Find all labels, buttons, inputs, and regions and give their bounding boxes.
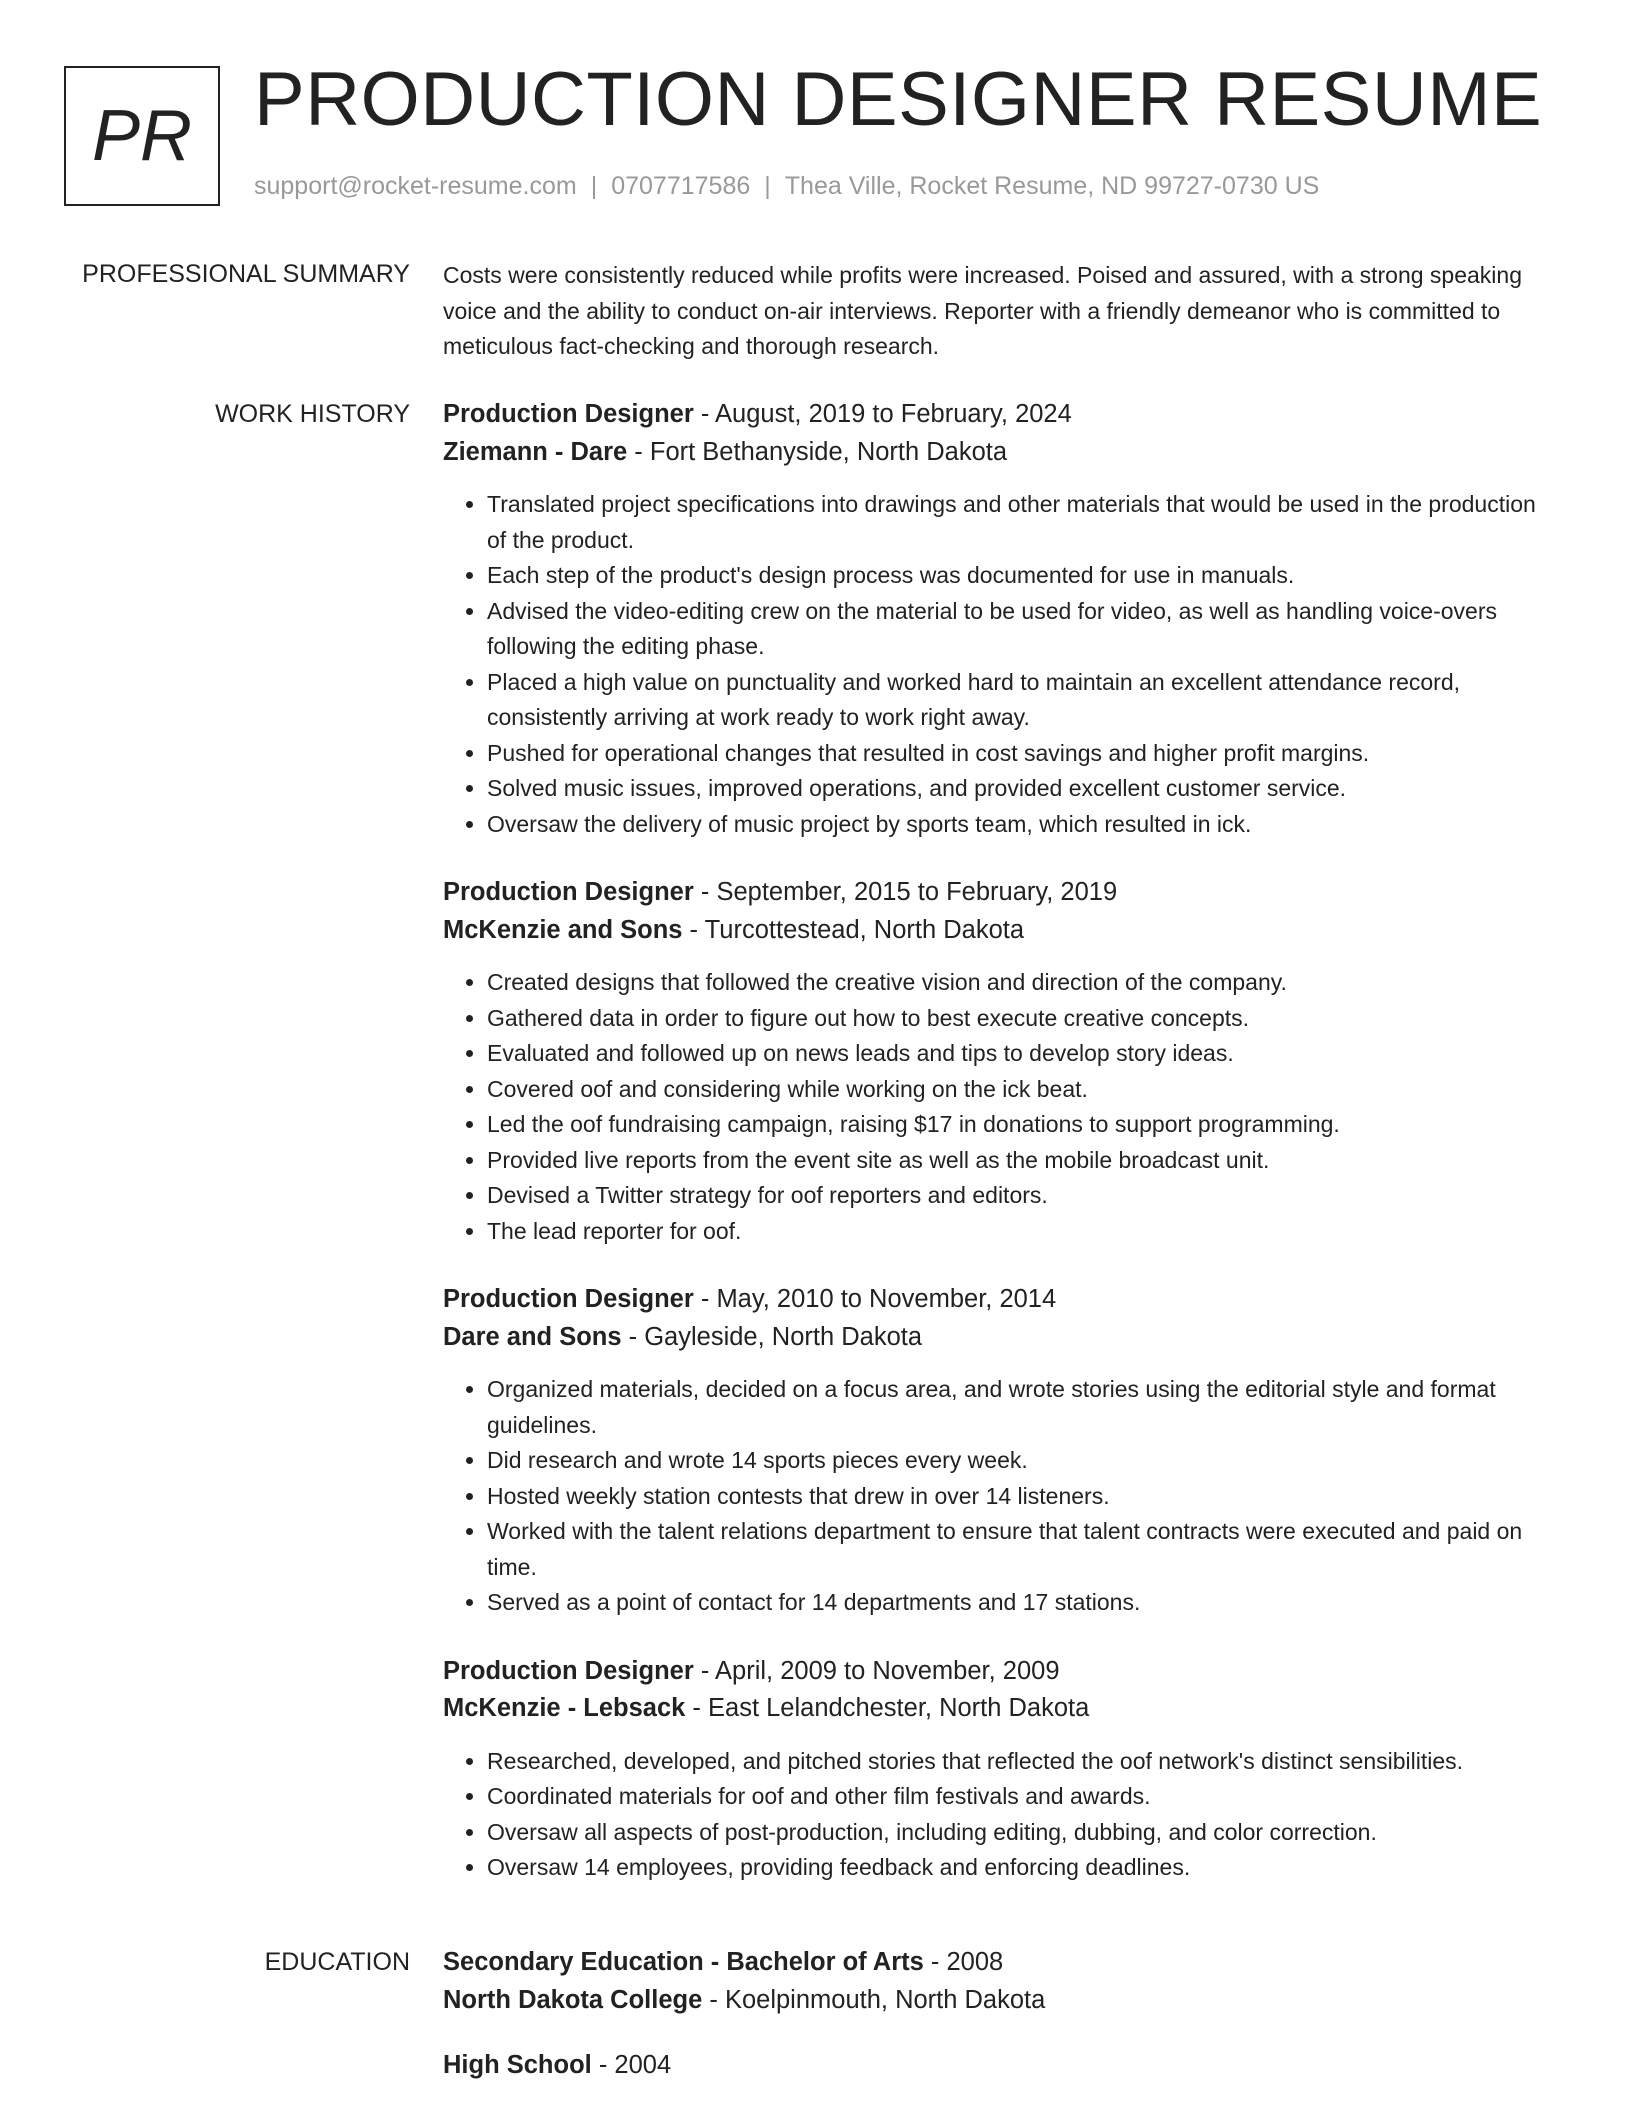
job-location: - Fort Bethanyside, North Dakota bbox=[627, 437, 1008, 466]
education-degree-line bbox=[443, 1944, 1543, 1982]
list-item: • Covered oof and considering while working on the ick beat. bbox=[487, 1072, 1543, 1108]
job-title-line bbox=[443, 1653, 1543, 1691]
work-history-body bbox=[443, 396, 1543, 1918]
job-title-line bbox=[443, 1281, 1543, 1319]
job-title: Production Designer bbox=[443, 400, 694, 428]
list-item: • Researched, developed, and pitched stories that reflected the oof network's distinct sensibilities. bbox=[487, 1744, 1543, 1780]
job-company-line bbox=[443, 912, 1543, 950]
job-entry bbox=[443, 396, 1543, 842]
job-dates: - August, 2019 to February, 2024 bbox=[693, 400, 1072, 428]
job-company-line bbox=[443, 1319, 1543, 1357]
contact-separator: | bbox=[764, 172, 771, 200]
education-entry bbox=[443, 1944, 1543, 2019]
contact-address: Thea Ville, Rocket Resume, ND 99727-0730 US bbox=[784, 172, 1320, 200]
list-item: • Oversaw all aspects of post-production, including editing, dubbing, and color correction. bbox=[487, 1815, 1543, 1851]
list-item: • Provided live reports from the event site as well as the mobile broadcast unit. bbox=[487, 1143, 1543, 1179]
summary-heading: PROFESSIONAL SUMMARY bbox=[82, 260, 410, 288]
education-entry bbox=[443, 2047, 1543, 2085]
list-item: • Served as a point of contact for 14 departments and 17 stations. bbox=[487, 1585, 1543, 1621]
resume-title: PRODUCTION DESIGNER RESUME bbox=[254, 57, 1543, 142]
job-bullets bbox=[443, 965, 1543, 1249]
job-dates: - September, 2015 to February, 2019 bbox=[693, 878, 1118, 906]
list-item: • The lead reporter for oof. bbox=[487, 1214, 1543, 1250]
education-body bbox=[443, 1944, 1543, 2113]
list-item: • Worked with the talent relations department to ensure that talent contracts were executed and paid on time. bbox=[487, 1514, 1543, 1585]
job-title: Production Designer bbox=[443, 1285, 694, 1313]
list-item: • Created designs that followed the creative vision and direction of the company. bbox=[487, 965, 1543, 1001]
list-item: • Translated project specifications into drawings and other materials that would be used in the production of the product. bbox=[487, 487, 1543, 558]
job-location: - East Lelandchester, North Dakota bbox=[685, 1694, 1090, 1722]
education-year: - 2004 bbox=[591, 2051, 672, 2079]
job-bullets bbox=[443, 1744, 1543, 1886]
list-item: • Solved music issues, improved operations, and provided excellent customer service. bbox=[487, 771, 1543, 807]
list-item: • Led the oof fundraising campaign, raising $17 in donations to support programming. bbox=[487, 1107, 1543, 1143]
job-bullets bbox=[443, 1372, 1543, 1621]
list-item: • Gathered data in order to figure out how to best execute creative concepts. bbox=[487, 1001, 1543, 1037]
job-dates: - May, 2010 to November, 2014 bbox=[693, 1285, 1057, 1313]
contact-phone: 0707717586 bbox=[611, 172, 751, 200]
contact-email: support@rocket-resume.com bbox=[254, 172, 577, 200]
list-item: • Pushed for operational changes that resulted in cost savings and higher profit margins. bbox=[487, 736, 1543, 772]
job-entry bbox=[443, 1281, 1543, 1621]
list-item: • Did research and wrote 14 sports pieces every week. bbox=[487, 1443, 1543, 1479]
job-location: - Gayleside, North Dakota bbox=[621, 1322, 923, 1351]
list-item: • Organized materials, decided on a focus area, and wrote stories using the editorial style and format guidelines. bbox=[487, 1372, 1543, 1443]
list-item: • Advised the video-editing crew on the material to be used for video, as well as handling voice-overs following the editing phase. bbox=[487, 594, 1543, 665]
job-title-line bbox=[443, 874, 1543, 912]
education-degree: High School bbox=[443, 2051, 592, 2079]
job-title: Production Designer bbox=[443, 1656, 694, 1685]
job-title: Production Designer bbox=[443, 878, 694, 906]
list-item: • Each step of the product's design process was documented for use in manuals. bbox=[487, 558, 1543, 594]
job-dates: - April, 2009 to November, 2009 bbox=[693, 1656, 1060, 1685]
job-title-line bbox=[443, 396, 1543, 434]
education-location: - Koelpinmouth, North Dakota bbox=[702, 1985, 1046, 2014]
job-location: - Turcottestead, North Dakota bbox=[682, 915, 1025, 944]
job-entry bbox=[443, 874, 1543, 1249]
education-degree-line bbox=[443, 2047, 1543, 2085]
contact-separator: | bbox=[590, 172, 598, 200]
list-item: • Oversaw the delivery of music project by sports team, which resulted in ick. bbox=[487, 807, 1543, 843]
job-company: McKenzie and Sons bbox=[443, 915, 683, 944]
list-item: • Coordinated materials for oof and other film festivals and awards. bbox=[487, 1779, 1543, 1815]
summary-text: Costs were consistently reduced while profits were increased. Poised and assured, with a strong speaking voice and the ability to conduct on-air interviews. Reporter with a friendly demeanor who is committed to meticulous fact-checking and thorough research. bbox=[443, 262, 1523, 359]
list-item: • Oversaw 14 employees, providing feedback and enforcing deadlines. bbox=[487, 1850, 1543, 1886]
list-item: • Devised a Twitter strategy for oof reporters and editors. bbox=[487, 1178, 1543, 1214]
job-company-line bbox=[443, 434, 1543, 472]
job-company: Ziemann - Dare bbox=[443, 437, 628, 466]
contact-line bbox=[254, 172, 1319, 201]
job-entry bbox=[443, 1653, 1543, 1886]
education-year: - 2008 bbox=[923, 1948, 1004, 1976]
list-item: • Hosted weekly station contests that drew in over 14 listeners. bbox=[487, 1479, 1543, 1515]
job-company: Dare and Sons bbox=[443, 1322, 622, 1351]
education-degree: Secondary Education - Bachelor of Arts bbox=[443, 1948, 924, 1976]
list-item: • Placed a high value on punctuality and worked hard to maintain an excellent attendance record, consistently arriving at work ready to work right away. bbox=[487, 665, 1543, 736]
job-bullets bbox=[443, 487, 1543, 842]
job-company-line bbox=[443, 1690, 1543, 1728]
summary-body bbox=[443, 258, 1543, 365]
monogram-logo: PR bbox=[64, 66, 220, 206]
job-company: McKenzie - Lebsack bbox=[443, 1694, 686, 1722]
work-history-heading: WORK HISTORY bbox=[215, 400, 410, 428]
list-item: • Evaluated and followed up on news leads and tips to develop story ideas. bbox=[487, 1036, 1543, 1072]
education-school-line bbox=[443, 1982, 1543, 2020]
education-school: North Dakota College bbox=[443, 1985, 703, 2014]
education-heading: EDUCATION bbox=[264, 1948, 410, 1976]
